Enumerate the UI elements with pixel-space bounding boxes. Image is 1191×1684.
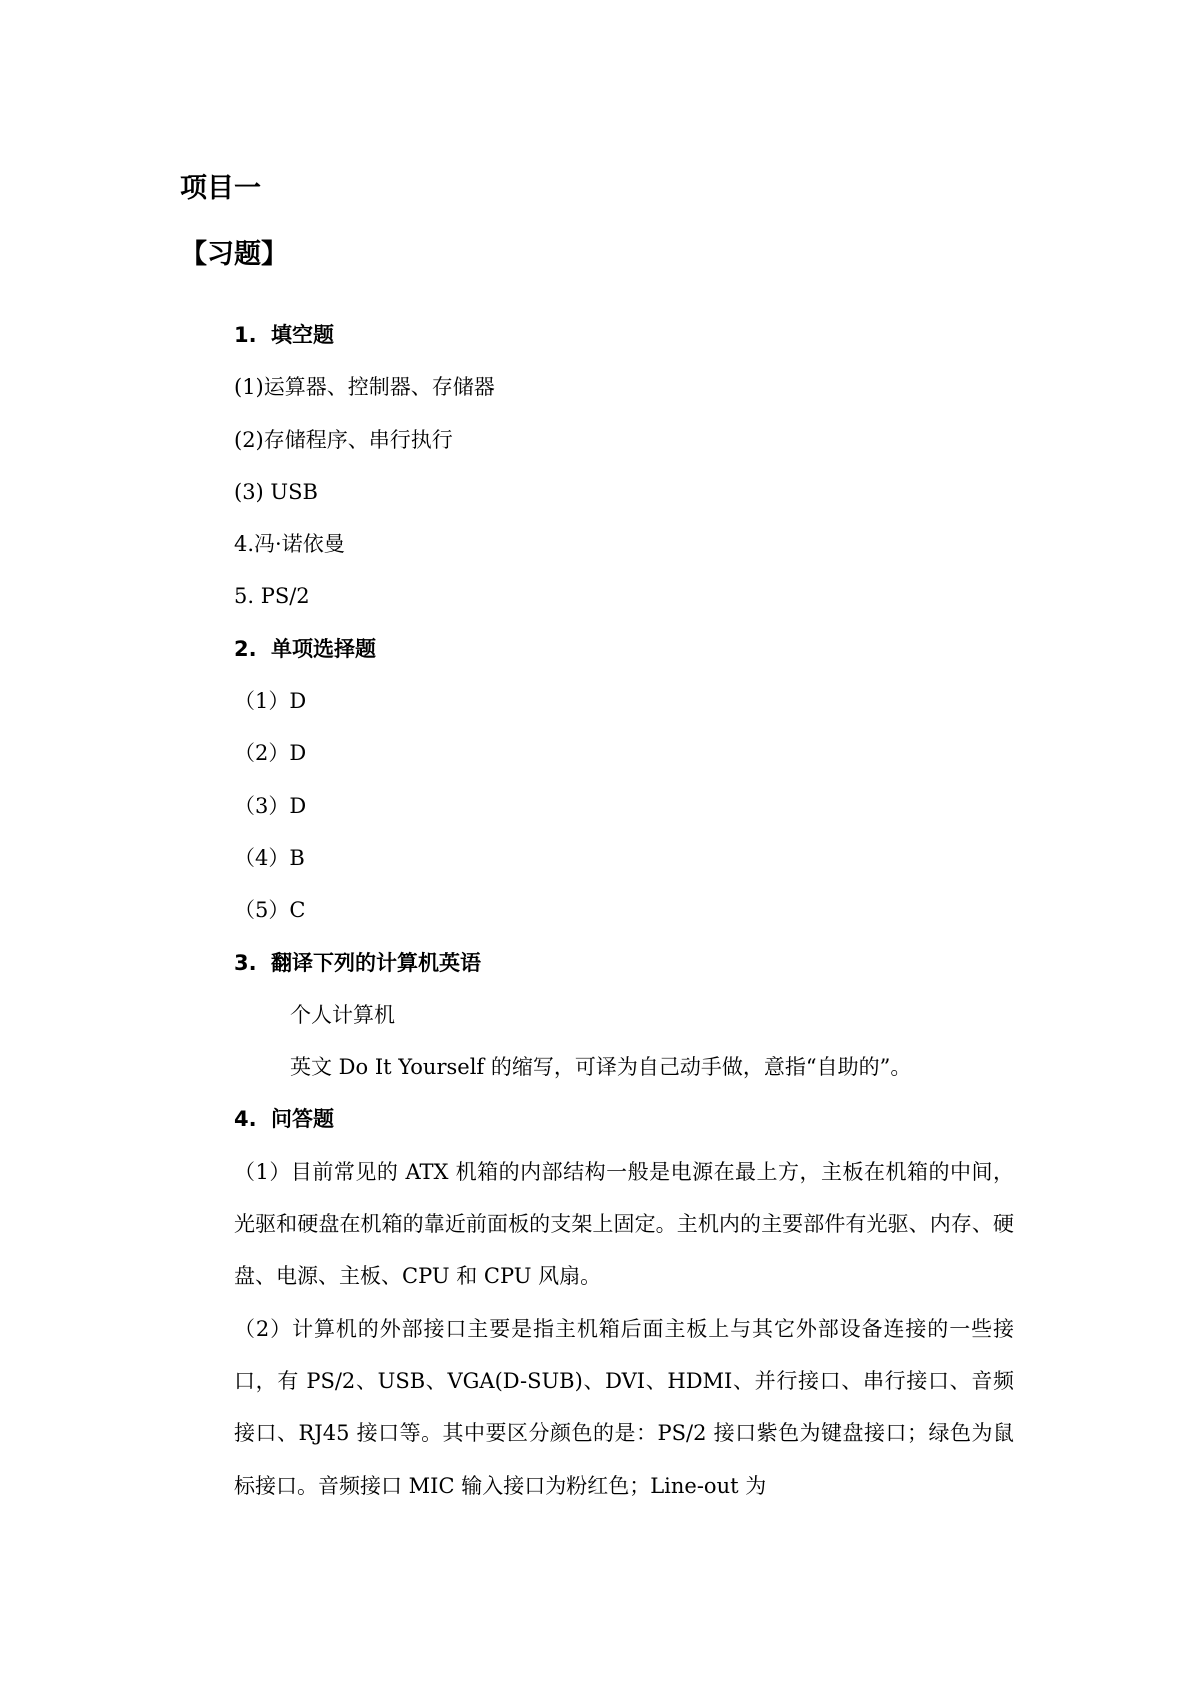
answer-line: （2）D	[234, 741, 307, 766]
answer-line: (2)存储程序、串行执行	[234, 427, 453, 452]
answer-line: 5. PS/2	[234, 584, 310, 609]
question-number: 1.	[234, 323, 257, 347]
page-title: 项目一	[180, 173, 261, 204]
section-heading: 【习题】	[180, 239, 288, 270]
answer-line: (3) USB	[234, 479, 318, 504]
question-number: 2.	[234, 636, 257, 661]
question-title: 单项选择题	[271, 636, 376, 661]
answer-line: 个人计算机	[290, 1002, 395, 1027]
answer-line: （4）B	[234, 845, 305, 870]
answer-line: 英文 Do It Yourself 的缩写，可译为自己动手做，意指“自助的”。	[290, 1055, 912, 1080]
answer-line: （1）D	[234, 689, 307, 714]
answer-line: （3）D	[234, 793, 307, 818]
question-heading	[234, 1093, 1014, 1145]
answer-paragraph: （2）计算机的外部接口主要是指主机箱后面主板上与其它外部设备连接的一些接口，有 PS/2、USB、VGA(D-SUB)、DVI、HDMI、并行接口、串行接口、音频接口、RJ45 接口等。其中要区分颜色的是：PS/2 接口紫色为键盘接口；绿色为鼠标接口。音频接口 MIC 输入接口为粉红色；Line-out 为	[234, 1316, 1014, 1498]
question-title: 问答题	[271, 1107, 334, 1132]
answer-paragraph: （1）目前常见的 ATX 机箱的内部结构一般是电源在最上方，主板在机箱的中间，光驱和硬盘在机箱的靠近前面板的支架上固定。主机内的主要部件有光驱、内存、硬盘、电源、主板、CPU 和 CPU 风扇。	[234, 1159, 1014, 1289]
question-heading	[234, 309, 1014, 361]
question-heading	[234, 937, 1014, 989]
answer-line: 4.冯·诺依曼	[234, 532, 345, 557]
question-number: 3.	[234, 950, 257, 975]
question-heading	[234, 623, 1014, 675]
question-title: 翻译下列的计算机英语	[271, 950, 481, 975]
question-title: 填空题	[271, 323, 334, 347]
answer-line: （5）C	[234, 898, 306, 923]
answer-line: (1)运算器、控制器、存储器	[234, 375, 495, 400]
answer-content	[234, 309, 1014, 1512]
question-number: 4.	[234, 1107, 257, 1132]
